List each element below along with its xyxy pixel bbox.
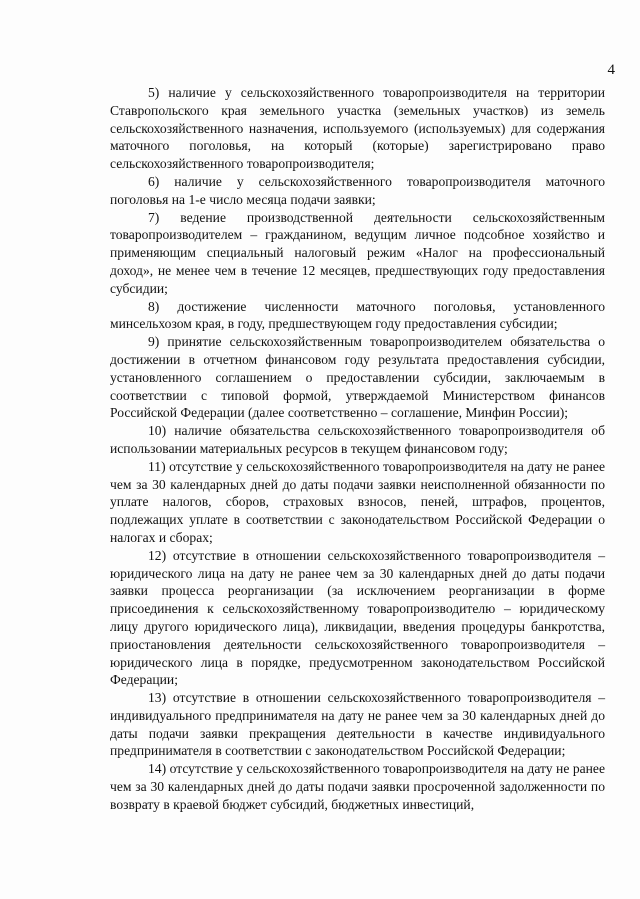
- list-item: 8) достижение численности маточного поголовья, установленного минсельхозом края, в году, предшествующем году предоставления субсидии;: [110, 298, 605, 332]
- page-number: 4: [607, 62, 615, 78]
- list-item: 5) наличие у сельскохозяйственного товаропроизводителя на территории Ставропольского края земельного участка (земельных участков) из земель сельскохозяйственного назначения, используемого (используемых) для содержания маточного поголовья, на который (которые) зарегистрировано право сельскохозяйственного товаропроизводителя;: [110, 85, 605, 172]
- list-item: 10) наличие обязательства сельскохозяйственного товаропроизводителя об использовании материальных ресурсов в текущем финансовом году;: [110, 423, 605, 456]
- list-item: 11) отсутствие у сельскохозяйственного товаропроизводителя на дату не ранее чем за 30 календарных дней до даты подачи заявки неисполненной обязанности по уплате налогов, сборов, страховых взносов, пеней, штрафов, процентов, подлежащих уплате в соответствии с законодательством Российской Федерации о налогах и сборах;: [110, 458, 605, 545]
- list-item: 14) отсутствие у сельскохозяйственного товаропроизводителя на дату не ранее чем за 30 календарных дней до даты подачи заявки просроченной задолженности по возврату в краевой бюджет субсидий, бюджетных инвестиций,: [110, 761, 605, 812]
- document-body: [110, 84, 605, 814]
- list-item: 6) наличие у сельскохозяйственного товаропроизводителя маточного поголовья на 1-е число месяца подачи заявки;: [110, 173, 605, 207]
- list-item: 7) ведение производственной деятельности сельскохозяйственным товаропроизводителем – гражданином, ведущим личное подсобное хозяйство и применяющим специальный налоговый режим «Налог на профессиональный доход», не менее чем в течение 12 месяцев, предшествующих году предоставления субсидии;: [110, 209, 605, 296]
- list-item: 9) принятие сельскохозяйственным товаропроизводителем обязательства о достижении в отчетном финансовом году результата предоставления субсидии, установленного соглашением о предоставлении субсидии, заключаемым в соответствии с типовой формой, утверждаемой Министерством финансов Российской Федерации (далее соответственно – соглашение, Минфин России);: [110, 334, 605, 421]
- list-item: 13) отсутствие в отношении сельскохозяйственного товаропроизводителя – индивидуального предпринимателя на дату не ранее чем за 30 календарных дней до даты подачи заявки прекращения деятельности в качестве индивидуального предпринимателя в соответствии с законодательством Российской Федерации;: [110, 690, 605, 759]
- list-item: 12) отсутствие в отношении сельскохозяйственного товаропроизводителя – юридического лица на дату не ранее чем за 30 календарных дней до даты подачи заявки процесса реорганизации (за исключением реорганизации в форме присоединения к сельскохозяйственному товаропроизводителю – юридическому лицу другого юридического лица), ликвидации, введения процедуры банкротства, приостановления деятельности сельскохозяйственного товаропроизводителя – юридического лица в порядке, предусмотренном законодательством Российской Федерации;: [110, 547, 605, 688]
